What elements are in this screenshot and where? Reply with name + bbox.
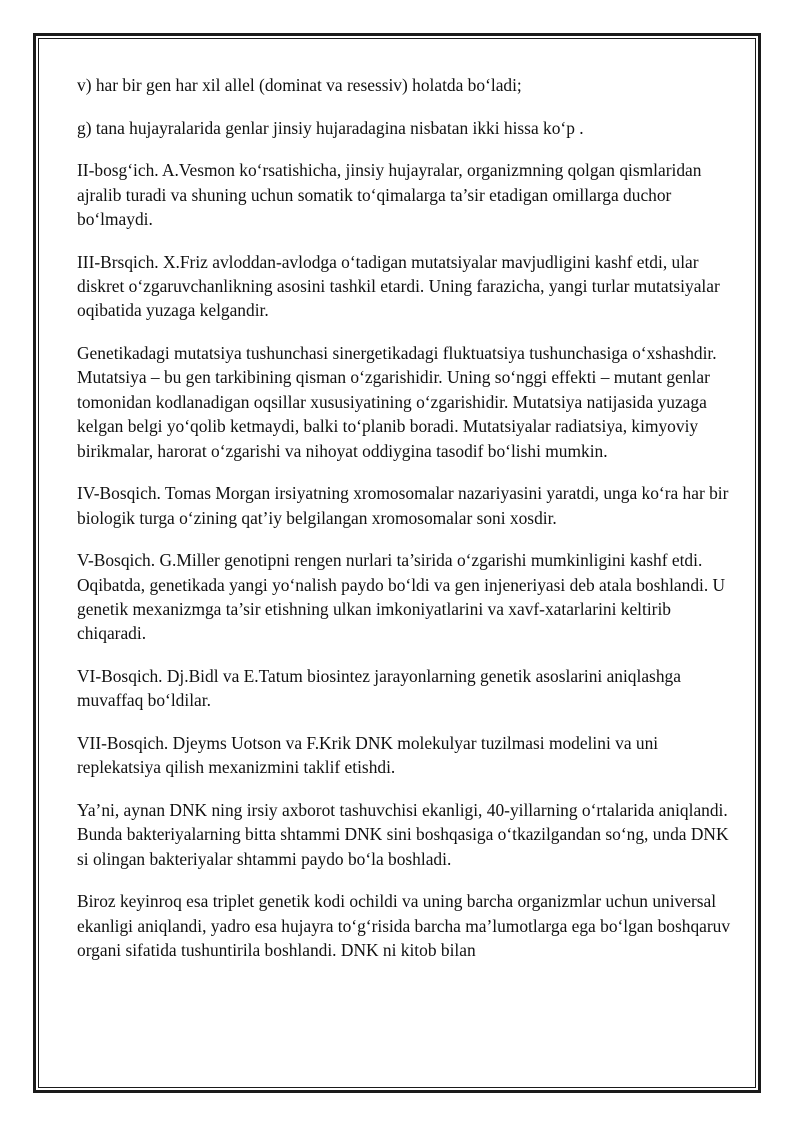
paragraph-stage-7-watson-crick: VII-Bosqich. Djeyms Uotson va F.Krik DNK molekulyar tuzilmasi modelini va uni replekatsiya qilish mexanizmini taklif etishdi.	[77, 733, 659, 778]
paragraph-somatic-genes: g) tana hujayralarida genlar jinsiy hujaradagina nisbatan ikki hissa ko‘p .	[77, 117, 584, 138]
paragraph-stage-4-morgan: IV-Bosqich. Tomas Morgan irsiyatning xromosomalar nazariyasini yaratdi, unga ko‘ra har bir biologik turga o‘zining qat’iy belgilangan xromosomalar soni xosdir.	[77, 483, 729, 528]
paragraph-stage-5-muller: V-Bosqich. G.Miller genotipni rengen nurlari ta’sirida o‘zgarishi mumkinligini kashf etdi. Oqibatda, genetikada yangi yo‘nalish paydo bo‘ldi va gen injeneriyasi deb atala boshlandi. U genetik mexanizmga ta’sir etishning ulkan imkoniyatlarini va xavf-xatarlarini keltirib chiqaradi.	[77, 550, 726, 644]
paragraph-stage-6-beadle-tatum: VI-Bosqich. Dj.Bidl va E.Tatum biosintez jarayonlarning genetik asoslarini aniqlashga muvaffaq bo‘ldilar.	[77, 666, 681, 711]
paragraph-stage-3-de-vries: III-Brsqich. X.Friz avloddan-avlodga o‘tadigan mutatsiyalar mavjudligini kashf etdi, ular diskret o‘zgaruvchanlikning asosini tashkil etardi. Uning farazicha, yangi turlar mutatsiyalar oqibatida yuzaga kelgandir.	[77, 251, 720, 321]
paragraph-allele-condition: v) har bir gen har xil allel (dominat va resessiv) holatda bo‘ladi;	[77, 75, 522, 95]
paragraph-genetic-code: Biroz keyinroq esa triplet genetik kodi ochildi va uning barcha organizmlar uchun universal ekanligi aniqlandi, yadro esa hujayra to‘g‘risida barcha ma’lumotlarga ega bo‘lgan boshqaruv organi sifatida tushuntirila boshlandi. DNK ni kitob bilan	[77, 891, 731, 961]
paragraph-dna-heredity: Ya’ni, aynan DNK ning irsiy axborot tashuvchisi ekanligi, 40-yillarning o‘rtalarida aniqlandi. Bunda bakteriyalarning bitta shtammi DNK sini boshqasiga o‘tkazilgandan so‘ng, unda DNK si olingan bakteriyalar shtammi paydo bo‘la boshladi.	[77, 800, 729, 869]
document-body	[77, 73, 737, 981]
paragraph-stage-2-weismann: II-bosg‘ich. A.Vesmon ko‘rsatishicha, jinsiy hujayralar, organizmning qolgan qismlaridan ajralib turadi va shuning uchun somatik to‘qimalarga ta’sir etadigan omillarga duchor bo‘lmaydi.	[77, 160, 702, 229]
paragraph-mutation-concept: Genetikadagi mutatsiya tushunchasi sinergetikadagi fluktuatsiya tushunchasiga o‘xshashdir. Mutatsiya – bu gen tarkibining qisman o‘zgarishidir. Uning so‘nggi effekti – mutant genlar tomonidan kodlanadigan oqsillar xususiyatining o‘zgarishidir. Mutatsiya natijasida yuzaga kelgan belgi yo‘qolib ketmaydi, balki to‘planib boradi. Mutatsiyalar radiatsiya, kimyoviy birikmalar, harorat o‘zgarishi va nihoyat oddiygina tasodif bo‘lishi mumkin.	[77, 343, 717, 461]
